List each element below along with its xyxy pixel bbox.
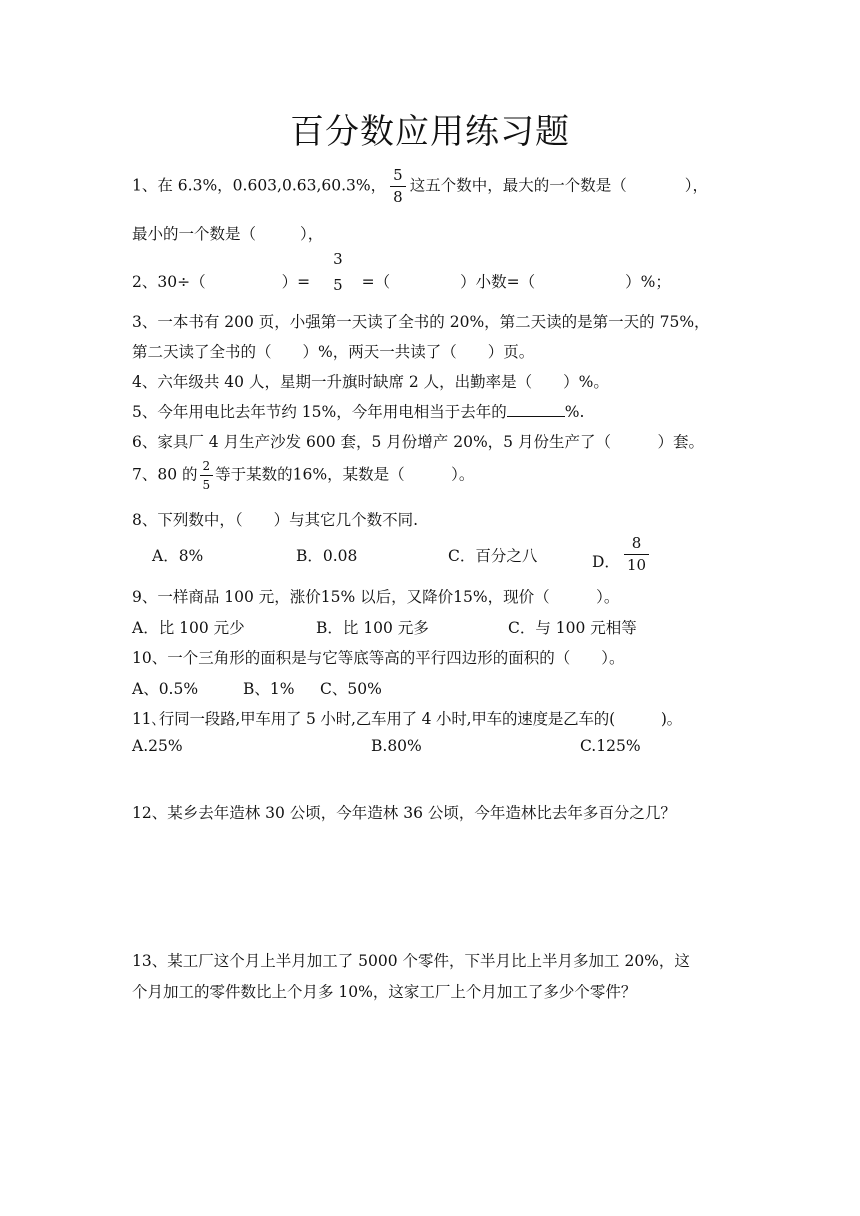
q5-text-a: 5、今年用电比去年节约 15%，今年用电相当于去年的 bbox=[132, 403, 507, 421]
question-1-line-2 bbox=[132, 222, 323, 244]
q5-text-b: %. bbox=[564, 403, 585, 421]
question-7 bbox=[132, 460, 474, 491]
q1-text-c: ）， bbox=[684, 176, 708, 195]
q9-option-c: C．与 100 元相等 bbox=[508, 619, 637, 637]
q1-frac-numerator: 5 bbox=[393, 166, 403, 184]
question-13-line-2: 个月加工的零件数比上个月多 10%，这家工厂上个月加工了多少个零件？ bbox=[132, 983, 637, 1001]
q11-option-a: A.25% bbox=[132, 737, 183, 755]
q2-text-c: =（ bbox=[361, 272, 391, 291]
q1-text-e: ）， bbox=[300, 225, 324, 243]
question-1-line-1 bbox=[132, 168, 708, 205]
q10-option-a: A、0.5% bbox=[132, 680, 199, 698]
q7-text-a: 7、80 的 bbox=[132, 465, 198, 484]
question-3-line-2: 第二天读了全书的（ ）%，两天一共读了（ ）页。 bbox=[132, 343, 535, 361]
question-9: 9、一样商品 100 元，涨价15% 以后，又降价15%，现价（ ）。 bbox=[132, 588, 620, 606]
q2-fraction bbox=[330, 252, 346, 293]
question-2 bbox=[132, 252, 671, 293]
question-10: 10、一个三角形的面积是与它等底等高的平行四边形的面积的（ ）。 bbox=[132, 649, 625, 667]
q7-frac-numerator: 2 bbox=[202, 459, 211, 473]
q7-fraction bbox=[200, 460, 214, 491]
question-4: 4、六年级共 40 人，星期一升旗时缺席 2 人，出勤率是（ ）%。 bbox=[132, 373, 609, 391]
q8-option-d-label: D． bbox=[592, 552, 620, 571]
q8-option-b: B．0.08 bbox=[296, 547, 358, 565]
q1-fraction bbox=[390, 168, 406, 205]
q8-d-numerator: 8 bbox=[631, 534, 642, 552]
question-8: 8、下列数中，（ ）与其它几个数不同. bbox=[132, 511, 419, 529]
q2-text-b: ）= bbox=[281, 272, 311, 291]
q1-text-b: 这五个数中，最大的一个数是（ bbox=[409, 176, 627, 195]
q2-text-d: ）小数=（ bbox=[460, 272, 536, 291]
q7-text-b: 等于某数的16%，某数是（ ）。 bbox=[215, 465, 475, 484]
question-3-line-1: 3、一本书有 200 页，小强第一天读了全书的 20%，第二天读的是第一天的 75%， bbox=[132, 313, 710, 331]
q1-text-d: 最小的一个数是（ bbox=[132, 225, 257, 243]
q2-text-e: ）%； bbox=[625, 272, 671, 291]
q1-text-a: 1、在 6.3%，0.603,0.63,60.3%， bbox=[132, 176, 387, 195]
q2-frac-numerator: 3 bbox=[333, 250, 343, 268]
question-13-line-1: 13、某工厂这个月上半月加工了 5000 个零件，下半月比上半月多加工 20%，这 bbox=[132, 952, 690, 970]
q11-option-b: B.80% bbox=[371, 737, 422, 755]
question-12: 12、某乡去年造林 30 公顷，今年造林 36 公顷，今年造林比去年多百分之几？ bbox=[132, 804, 676, 822]
q2-frac-denominator: 5 bbox=[333, 276, 343, 294]
q10-option-b: B、1% bbox=[243, 680, 295, 698]
q5-answer-blank bbox=[507, 402, 565, 417]
q7-frac-denominator: 5 bbox=[200, 475, 214, 491]
q8-option-d-fraction bbox=[624, 536, 649, 573]
q9-option-a: A．比 100 元少 bbox=[132, 619, 245, 637]
q10-option-c: C、50% bbox=[320, 680, 382, 698]
question-6: 6、家具厂 4 月生产沙发 600 套，5 月份增产 20%，5 月份生产了（ ）套。 bbox=[132, 433, 704, 451]
q9-option-b: B．比 100 元多 bbox=[316, 619, 429, 637]
q8-option-c: C．百分之八 bbox=[448, 547, 538, 565]
q8-option-d bbox=[592, 536, 653, 573]
question-11: 11､行同一段路,甲车用了 5 小时,乙车用了 4 小时,甲车的速度是乙车的( )。 bbox=[132, 710, 682, 728]
page-title: 百分数应用练习题 bbox=[290, 112, 570, 152]
q1-frac-denominator: 8 bbox=[390, 186, 406, 205]
q8-option-a: A．8% bbox=[152, 547, 204, 565]
q2-text-a: 2、30÷（ bbox=[132, 272, 206, 291]
q8-d-denominator: 10 bbox=[624, 554, 649, 573]
question-5 bbox=[132, 400, 584, 422]
q11-option-c: C.125% bbox=[580, 737, 641, 755]
